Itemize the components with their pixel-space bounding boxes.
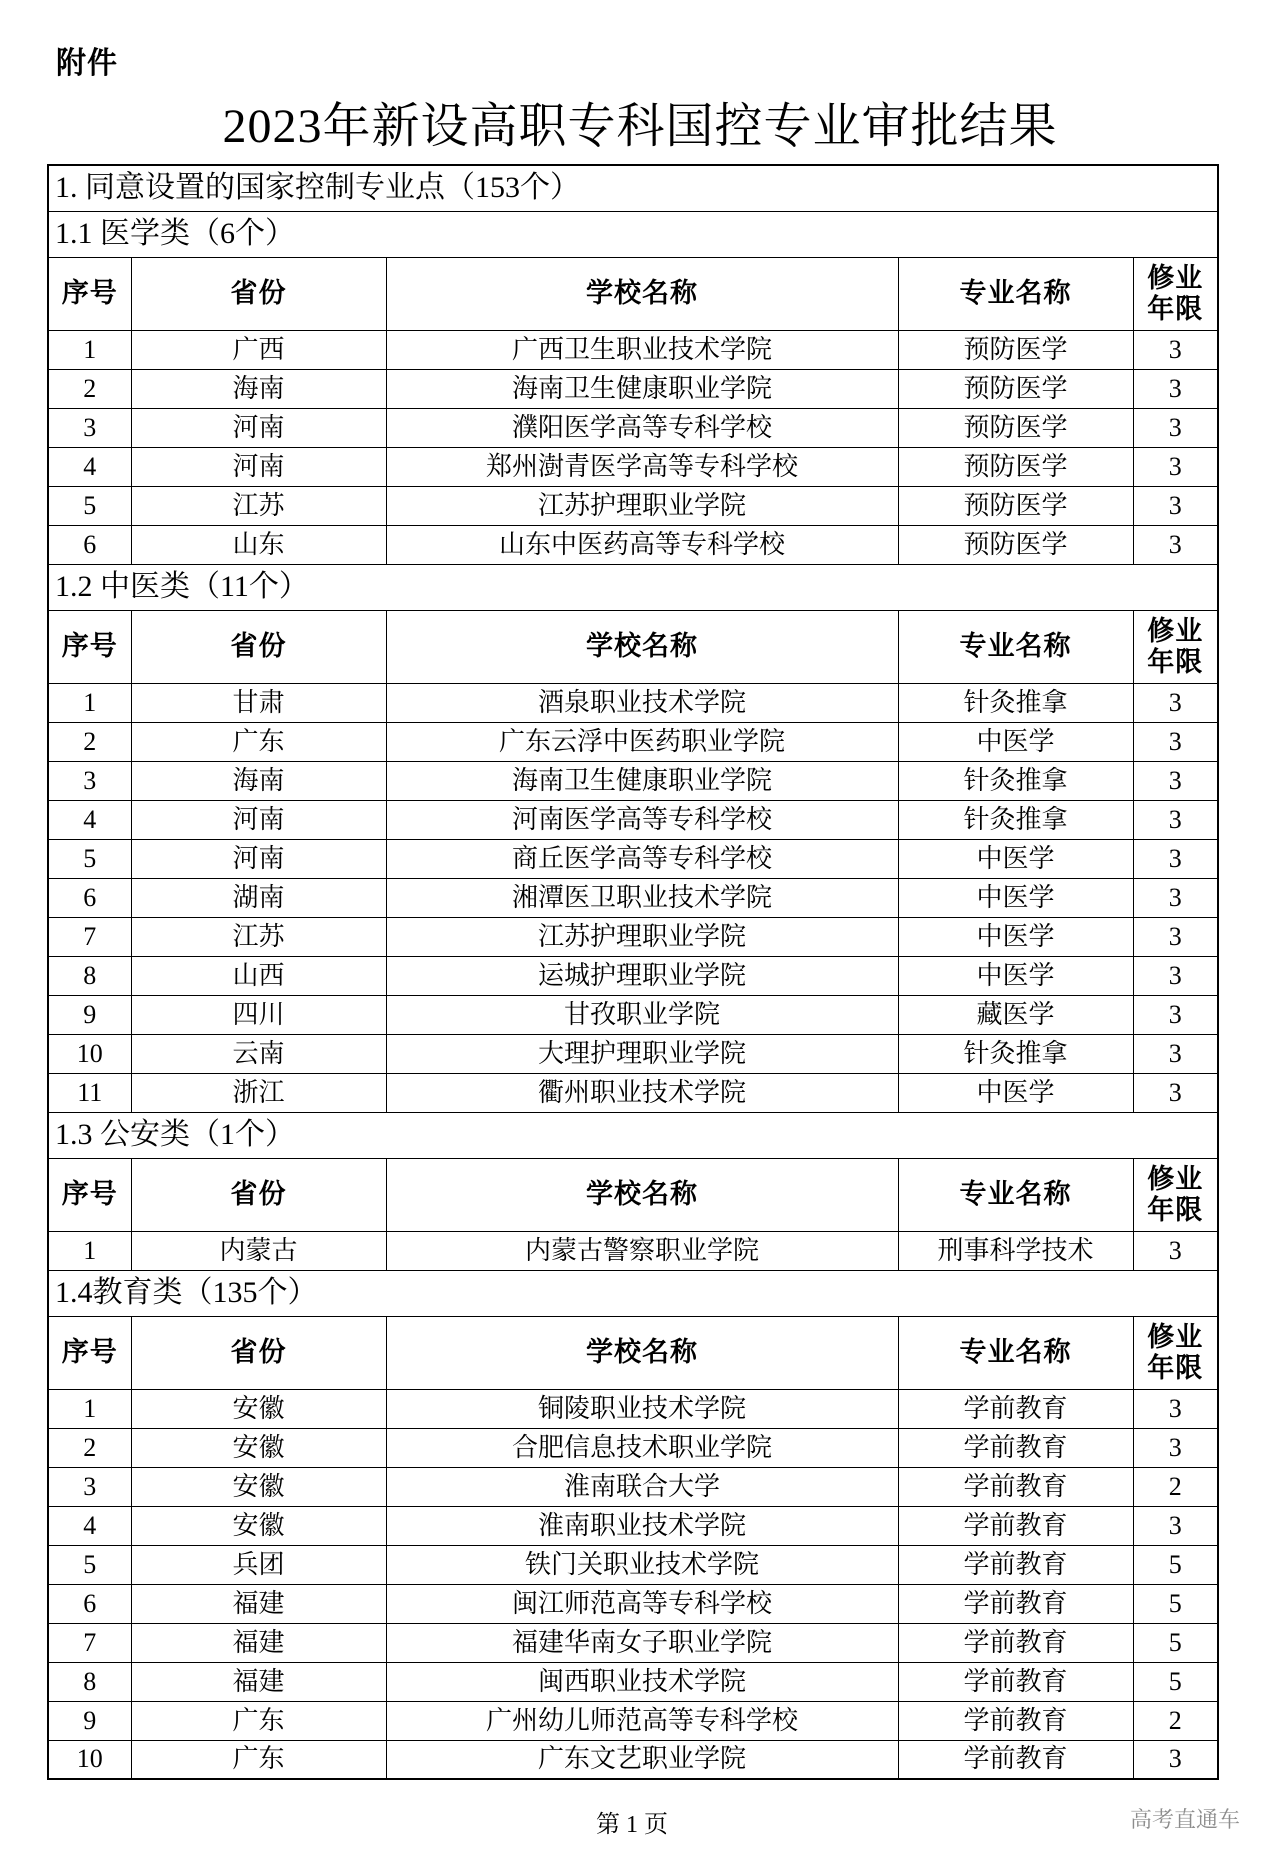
header-years-line1: 修业 [1147,262,1204,293]
cell-years: 3 [1133,447,1218,486]
cell-years: 3 [1133,683,1218,722]
cell-school: 大理护理职业学院 [386,1034,898,1073]
data-row [48,408,1218,447]
cell-school: 海南卫生健康职业学院 [386,369,898,408]
cell-years: 3 [1133,1389,1218,1428]
header-years-line1: 修业 [1147,615,1204,646]
header-no: 序号 [48,1316,131,1389]
cell-years: 3 [1133,369,1218,408]
cell-school: 酒泉职业技术学院 [386,683,898,722]
cell-major: 中医学 [898,839,1133,878]
header-school: 学校名称 [386,1158,898,1231]
cell-no: 1 [48,330,131,369]
header-years [1133,1158,1218,1231]
cell-province: 安徽 [131,1389,386,1428]
cell-school: 闽西职业技术学院 [386,1662,898,1701]
cell-major: 中医学 [898,878,1133,917]
cell-province: 河南 [131,408,386,447]
group-title: 1.3 公安类（1个） [48,1112,1218,1158]
cell-years: 3 [1133,1740,1218,1779]
cell-major: 中医学 [898,1073,1133,1112]
cell-years: 5 [1133,1662,1218,1701]
cell-major: 中医学 [898,722,1133,761]
header-years [1133,1316,1218,1389]
cell-years: 3 [1133,722,1218,761]
cell-major: 针灸推拿 [898,761,1133,800]
header-years-line2: 年限 [1147,1194,1204,1225]
header-no: 序号 [48,610,131,683]
cell-school: 甘孜职业学院 [386,995,898,1034]
group-title: 1.1 医学类（6个） [48,211,1218,257]
cell-province: 兵团 [131,1545,386,1584]
column-header-row [48,1158,1218,1231]
cell-years: 3 [1133,1506,1218,1545]
cell-school: 广西卫生职业技术学院 [386,330,898,369]
header-no: 序号 [48,1158,131,1231]
column-header-row [48,257,1218,330]
cell-no: 5 [48,486,131,525]
cell-school: 濮阳医学高等专科学校 [386,408,898,447]
column-header-row [48,1316,1218,1389]
data-row [48,839,1218,878]
cell-no: 2 [48,369,131,408]
cell-province: 海南 [131,761,386,800]
cell-no: 1 [48,1389,131,1428]
cell-school: 郑州澍青医学高等专科学校 [386,447,898,486]
cell-province: 江苏 [131,486,386,525]
header-province: 省份 [131,257,386,330]
header-years [1133,610,1218,683]
data-row [48,1428,1218,1467]
data-row [48,995,1218,1034]
cell-province: 甘肃 [131,683,386,722]
cell-school: 铁门关职业技术学院 [386,1545,898,1584]
cell-years: 3 [1133,800,1218,839]
data-row [48,1034,1218,1073]
cell-province: 山西 [131,956,386,995]
document-title: 2023年新设高职专科国控专业审批结果 [222,100,1058,153]
cell-no: 5 [48,1545,131,1584]
cell-province: 云南 [131,1034,386,1073]
cell-major: 学前教育 [898,1389,1133,1428]
data-row [48,1623,1218,1662]
cell-major: 刑事科学技术 [898,1231,1133,1270]
data-row [48,1545,1218,1584]
cell-no: 6 [48,525,131,564]
cell-school: 铜陵职业技术学院 [386,1389,898,1428]
cell-major: 学前教育 [898,1740,1133,1779]
cell-province: 浙江 [131,1073,386,1112]
cell-school: 湘潭医卫职业技术学院 [386,878,898,917]
cell-years: 5 [1133,1545,1218,1584]
header-years [1133,257,1218,330]
group-title-row [48,1112,1218,1158]
cell-no: 9 [48,995,131,1034]
data-row [48,878,1218,917]
data-row [48,800,1218,839]
header-major: 专业名称 [898,257,1133,330]
data-row [48,1584,1218,1623]
cell-major: 中医学 [898,917,1133,956]
cell-years: 3 [1133,1231,1218,1270]
header-province: 省份 [131,1158,386,1231]
data-row [48,1740,1218,1779]
cell-province: 安徽 [131,1428,386,1467]
group-title-row [48,211,1218,257]
cell-years: 3 [1133,1073,1218,1112]
cell-major: 中医学 [898,956,1133,995]
cell-no: 7 [48,917,131,956]
cell-years: 3 [1133,839,1218,878]
data-row [48,683,1218,722]
cell-no: 5 [48,839,131,878]
cell-no: 8 [48,956,131,995]
header-major: 专业名称 [898,1158,1133,1231]
cell-province: 江苏 [131,917,386,956]
cell-years: 2 [1133,1701,1218,1740]
cell-years: 3 [1133,878,1218,917]
group-title-row [48,1270,1218,1316]
cell-province: 河南 [131,800,386,839]
header-school: 学校名称 [386,610,898,683]
cell-province: 安徽 [131,1467,386,1506]
cell-major: 学前教育 [898,1701,1133,1740]
cell-no: 9 [48,1701,131,1740]
cell-no: 3 [48,1467,131,1506]
cell-major: 预防医学 [898,525,1133,564]
data-row [48,722,1218,761]
cell-years: 3 [1133,956,1218,995]
cell-province: 河南 [131,839,386,878]
cell-years: 5 [1133,1623,1218,1662]
group-title-row [48,564,1218,610]
cell-school: 广东云浮中医药职业学院 [386,722,898,761]
cell-province: 海南 [131,369,386,408]
cell-school: 福建华南女子职业学院 [386,1623,898,1662]
cell-no: 8 [48,1662,131,1701]
cell-years: 3 [1133,1034,1218,1073]
data-row [48,369,1218,408]
data-row [48,1662,1218,1701]
cell-school: 合肥信息技术职业学院 [386,1428,898,1467]
data-row [48,447,1218,486]
cell-school: 闽江师范高等专科学校 [386,1584,898,1623]
cell-school: 淮南联合大学 [386,1467,898,1506]
header-province: 省份 [131,610,386,683]
header-major: 专业名称 [898,610,1133,683]
cell-major: 预防医学 [898,486,1133,525]
cell-no: 1 [48,683,131,722]
data-row [48,1701,1218,1740]
cell-years: 5 [1133,1584,1218,1623]
data-row [48,956,1218,995]
cell-major: 学前教育 [898,1662,1133,1701]
cell-school: 广州幼儿师范高等专科学校 [386,1701,898,1740]
approval-table [47,164,1219,1780]
cell-province: 内蒙古 [131,1231,386,1270]
cell-province: 广东 [131,722,386,761]
header-school: 学校名称 [386,1316,898,1389]
cell-province: 福建 [131,1662,386,1701]
cell-years: 3 [1133,1428,1218,1467]
cell-years: 3 [1133,486,1218,525]
cell-no: 4 [48,1506,131,1545]
header-years-line2: 年限 [1147,1352,1204,1383]
data-row [48,525,1218,564]
cell-major: 针灸推拿 [898,800,1133,839]
cell-province: 福建 [131,1584,386,1623]
cell-years: 3 [1133,330,1218,369]
cell-school: 江苏护理职业学院 [386,486,898,525]
cell-province: 山东 [131,525,386,564]
cell-major: 藏医学 [898,995,1133,1034]
group-title: 1.4教育类（135个） [48,1270,1218,1316]
cell-major: 学前教育 [898,1428,1133,1467]
cell-school: 内蒙古警察职业学院 [386,1231,898,1270]
cell-years: 3 [1133,995,1218,1034]
data-row [48,486,1218,525]
cell-province: 广西 [131,330,386,369]
header-years-line2: 年限 [1147,293,1204,324]
cell-no: 10 [48,1034,131,1073]
cell-school: 运城护理职业学院 [386,956,898,995]
data-row [48,1467,1218,1506]
cell-school: 山东中医药高等专科学校 [386,525,898,564]
cell-province: 河南 [131,447,386,486]
cell-years: 3 [1133,525,1218,564]
cell-school: 淮南职业技术学院 [386,1506,898,1545]
header-years-line2: 年限 [1147,646,1204,677]
cell-school: 江苏护理职业学院 [386,917,898,956]
cell-major: 针灸推拿 [898,683,1133,722]
cell-major: 学前教育 [898,1584,1133,1623]
cell-major: 预防医学 [898,330,1133,369]
cell-years: 3 [1133,917,1218,956]
cell-school: 河南医学高等专科学校 [386,800,898,839]
data-row [48,1389,1218,1428]
cell-years: 3 [1133,408,1218,447]
section-heading-row [48,165,1218,211]
cell-major: 预防医学 [898,369,1133,408]
cell-major: 学前教育 [898,1506,1133,1545]
header-school: 学校名称 [386,257,898,330]
cell-no: 7 [48,1623,131,1662]
data-row [48,917,1218,956]
cell-no: 1 [48,1231,131,1270]
header-major: 专业名称 [898,1316,1133,1389]
cell-school: 衢州职业技术学院 [386,1073,898,1112]
header-years-line1: 修业 [1147,1321,1204,1352]
cell-province: 安徽 [131,1506,386,1545]
cell-major: 预防医学 [898,447,1133,486]
page-number: 第 1 页 [596,1812,668,1838]
cell-major: 学前教育 [898,1467,1133,1506]
cell-no: 3 [48,761,131,800]
cell-no: 4 [48,800,131,839]
cell-school: 广东文艺职业学院 [386,1740,898,1779]
cell-no: 6 [48,878,131,917]
cell-no: 11 [48,1073,131,1112]
header-province: 省份 [131,1316,386,1389]
cell-years: 2 [1133,1467,1218,1506]
cell-province: 广东 [131,1701,386,1740]
cell-province: 四川 [131,995,386,1034]
cell-no: 6 [48,1584,131,1623]
attachment-label: 附件 [56,47,118,80]
data-row [48,1073,1218,1112]
cell-no: 2 [48,722,131,761]
cell-province: 福建 [131,1623,386,1662]
cell-no: 4 [48,447,131,486]
cell-years: 3 [1133,761,1218,800]
data-row [48,1506,1218,1545]
cell-no: 10 [48,1740,131,1779]
section-heading: 1. 同意设置的国家控制专业点（153个） [48,165,1218,211]
cell-no: 3 [48,408,131,447]
watermark: 高考直通车 [1130,1807,1241,1832]
cell-major: 学前教育 [898,1623,1133,1662]
cell-school: 海南卫生健康职业学院 [386,761,898,800]
cell-school: 商丘医学高等专科学校 [386,839,898,878]
cell-province: 湖南 [131,878,386,917]
approval-table-body [48,165,1218,1779]
group-title: 1.2 中医类（11个） [48,564,1218,610]
data-row [48,330,1218,369]
header-years-line1: 修业 [1147,1163,1204,1194]
cell-major: 针灸推拿 [898,1034,1133,1073]
data-row [48,761,1218,800]
column-header-row [48,610,1218,683]
cell-major: 预防医学 [898,408,1133,447]
cell-major: 学前教育 [898,1545,1133,1584]
cell-no: 2 [48,1428,131,1467]
cell-province: 广东 [131,1740,386,1779]
header-no: 序号 [48,257,131,330]
data-row [48,1231,1218,1270]
